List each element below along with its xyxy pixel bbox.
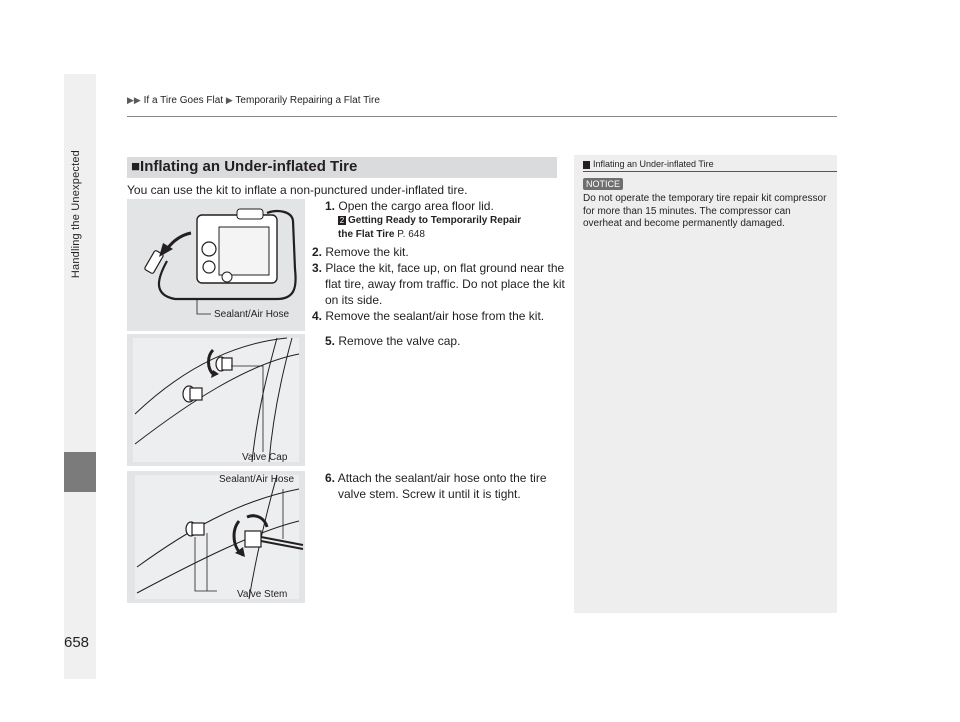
step-2 <box>312 244 557 260</box>
step-text: Remove the valve cap. <box>338 334 461 348</box>
note-rule <box>583 171 837 172</box>
figure-label-hose: Sealant/Air Hose <box>214 309 290 320</box>
step-number: 3. <box>312 261 323 275</box>
section-heading-text: ■Inflating an Under-inflated Tire <box>131 158 358 175</box>
step-text: Open the cargo area floor lid. <box>338 199 494 213</box>
attach-hose-illustration <box>127 471 305 603</box>
figure-label-valve-cap: Valve Cap <box>242 452 288 463</box>
step-text: Remove the sealant/air hose from the kit. <box>325 309 545 323</box>
step-number: 1. <box>325 199 336 213</box>
step-number: 5. <box>325 334 336 348</box>
step-number: 4. <box>312 309 323 323</box>
step-number: 2. <box>312 245 323 259</box>
reference-title-line2[interactable]: the Flat Tire <box>338 229 395 240</box>
step-text: Remove the kit. <box>325 245 409 259</box>
note-marker-icon <box>583 161 590 169</box>
figure-label-valve-stem: Valve Stem <box>237 589 288 600</box>
page-number: 658 <box>64 634 90 651</box>
section-heading <box>127 157 557 178</box>
step-1 <box>325 198 560 214</box>
step-4 <box>312 308 562 324</box>
breadcrumb-separator: ▶ <box>225 95 233 105</box>
note-title-text: Inflating an Under-inflated Tire <box>593 159 714 169</box>
chapter-label: Handling the Unexpected <box>70 150 82 279</box>
breadcrumb-item-flat-tire[interactable]: If a Tire Goes Flat <box>143 95 224 106</box>
step-text: Attach the sealant/air hose onto the tire valve stem. Screw it until it is tight. <box>337 471 547 501</box>
reference-title-line1[interactable]: Getting Ready to Temporarily Repair <box>348 215 522 226</box>
valve-cap-figure <box>127 334 305 466</box>
step-number: 6. <box>325 471 336 485</box>
step-6 <box>325 470 568 502</box>
note-text: Do not operate the temporary tire repair kit compressor for more than 15 minutes. The compressor can overheat and become permanently damaged. <box>583 193 827 229</box>
breadcrumb-item-repair[interactable]: Temporarily Repairing a Flat Tire <box>235 95 380 106</box>
reference-arrow-icon: 2 <box>339 215 345 225</box>
breadcrumb-marker: ▶▶ <box>127 95 141 105</box>
note-title <box>583 159 714 169</box>
attach-hose-figure <box>127 471 305 603</box>
step-text: Place the kit, face up, on flat ground near the flat tire, away from traffic. Do not place the kit on its side. <box>325 261 565 307</box>
figure-label-hose-2: Sealant/Air Hose <box>219 474 295 485</box>
breadcrumb <box>127 95 380 106</box>
side-tab-marker <box>64 452 96 492</box>
header-rule <box>127 116 837 117</box>
cross-reference[interactable] <box>338 214 560 242</box>
valve-cap-illustration <box>127 334 305 466</box>
intro-text: You can use the kit to inflate a non-punctured under-inflated tire. <box>127 183 468 197</box>
notice-badge: NOTICE <box>583 178 623 190</box>
reference-page[interactable]: P. 648 <box>397 229 425 240</box>
step-3 <box>312 260 570 308</box>
step-5 <box>325 333 560 349</box>
